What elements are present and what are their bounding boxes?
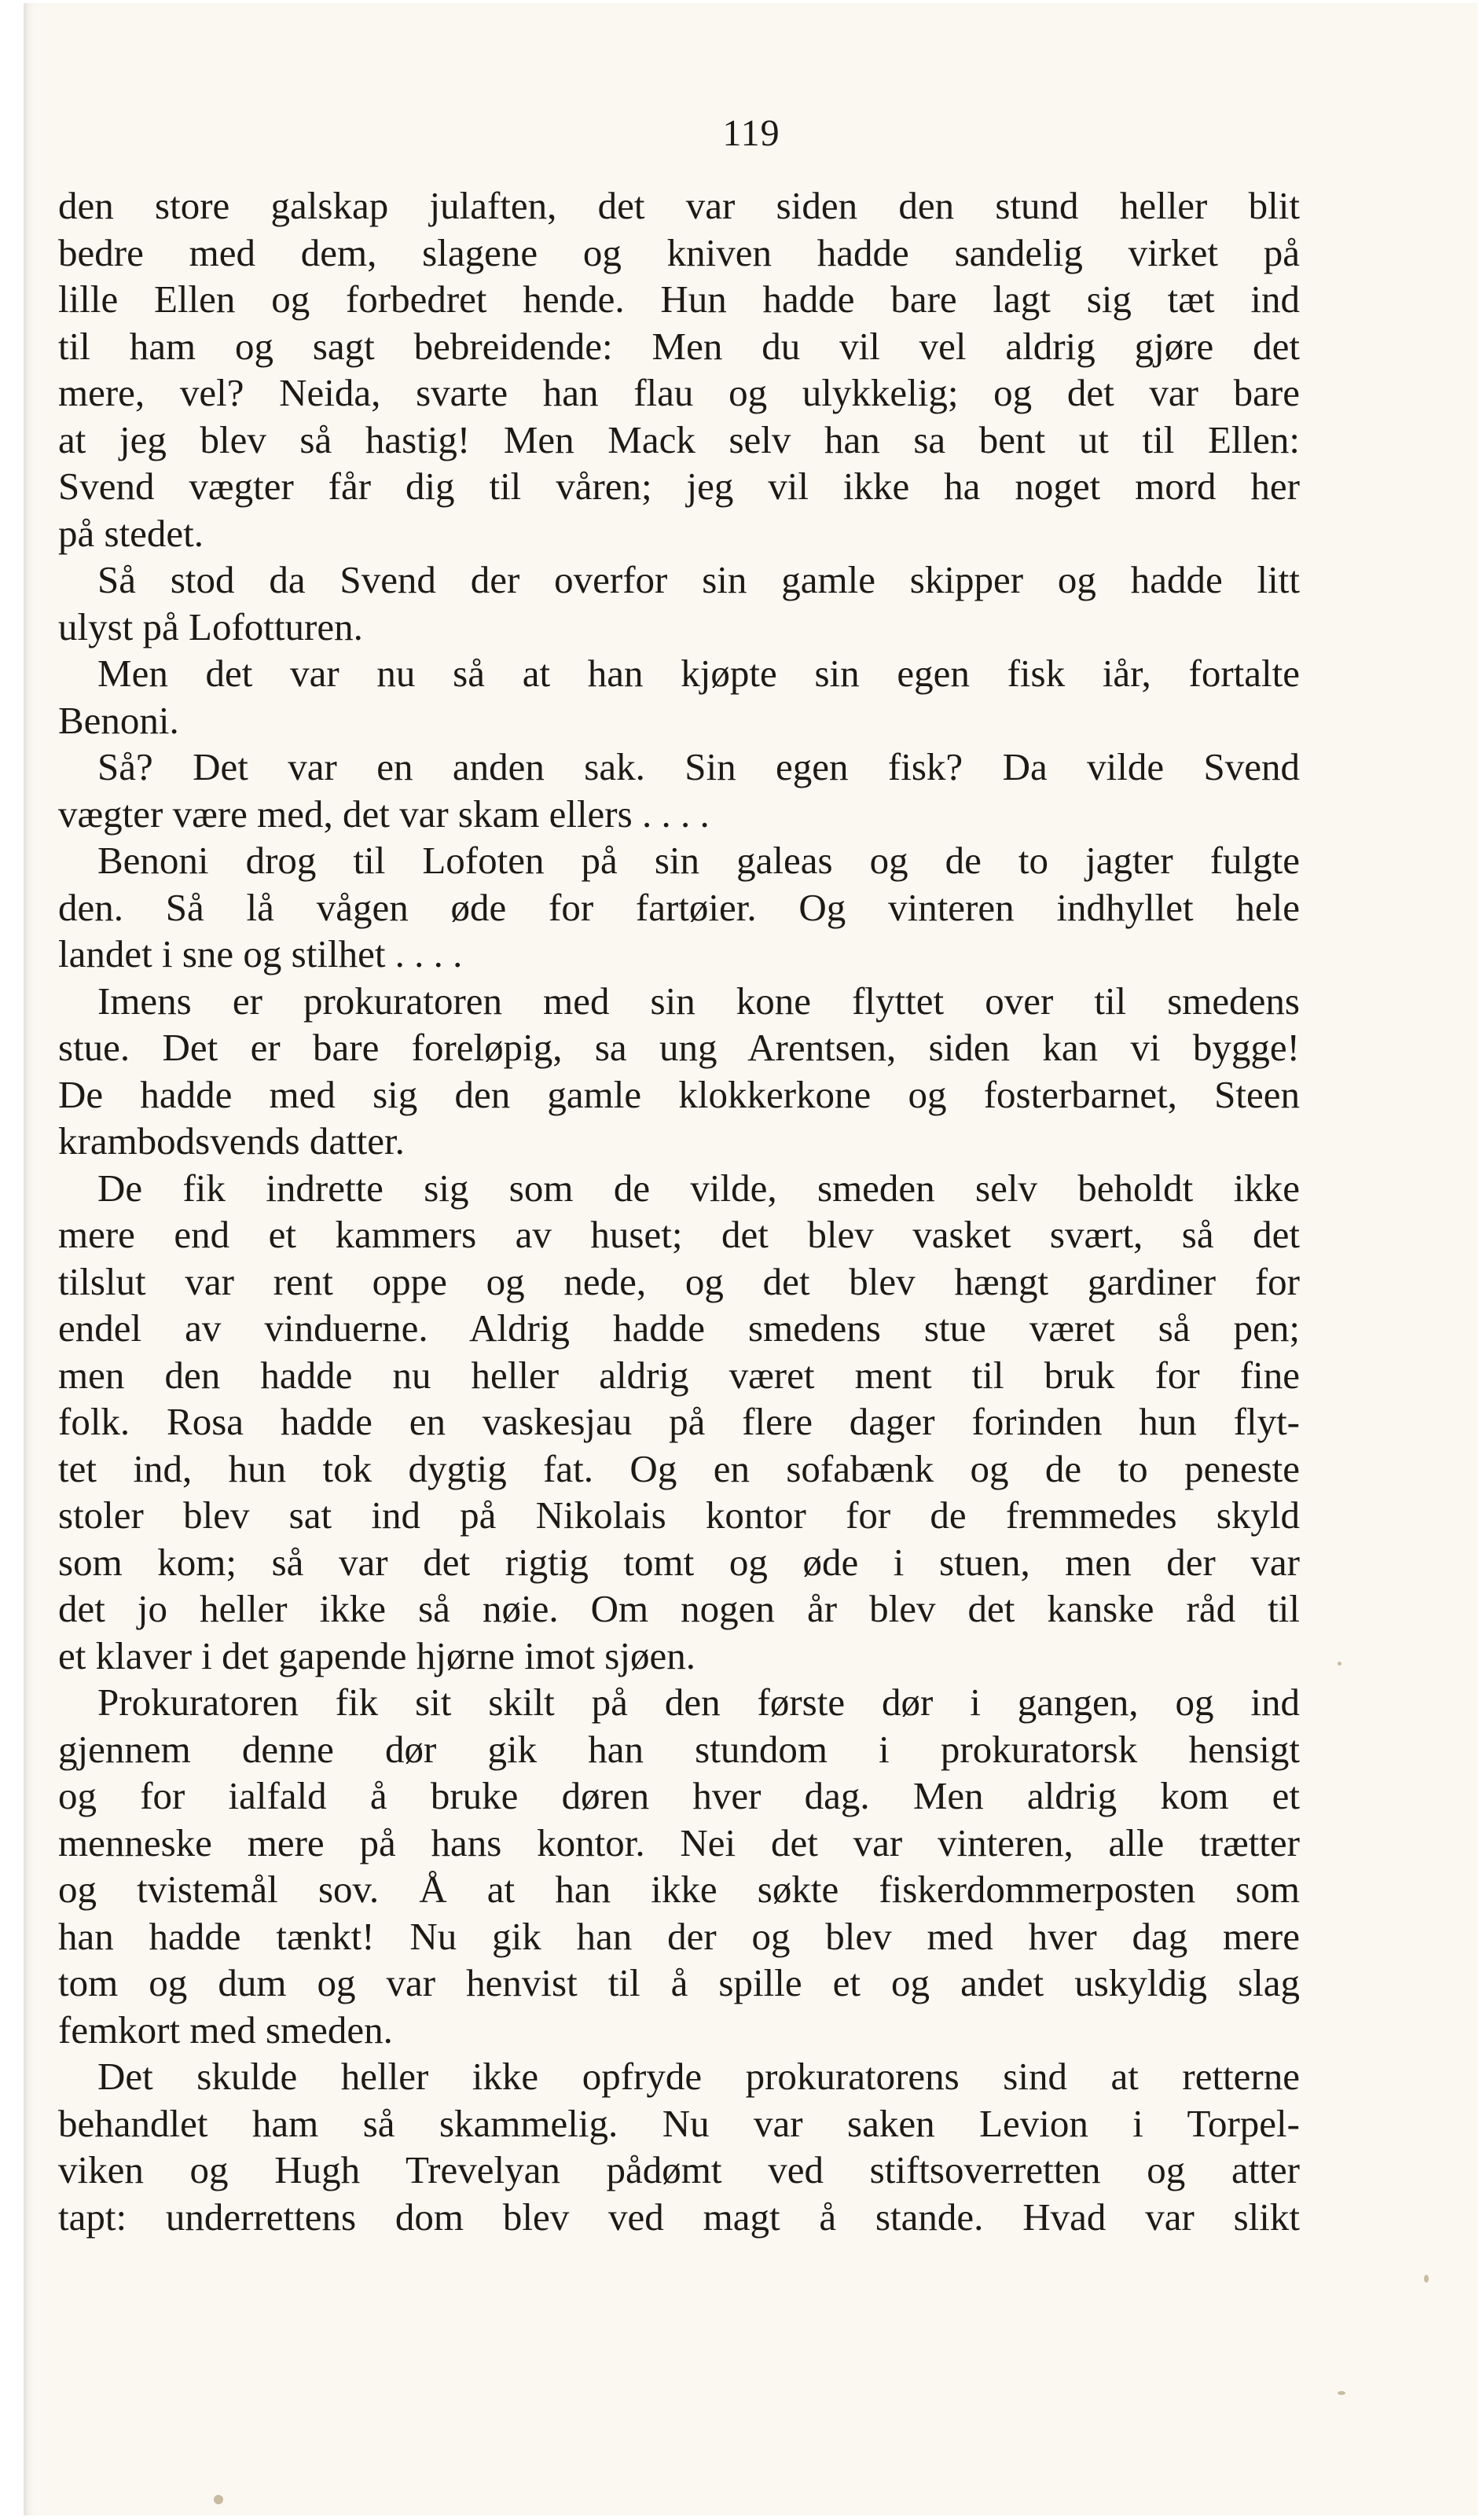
text-line: Imens er prokuratoren med sin kone flyttet over til smedens bbox=[97, 979, 1300, 1023]
text-line: mere, vel? Neida, svarte han flau og ulykkelig; og det var bare bbox=[58, 371, 1300, 414]
text-line: Svend vægter får dig til våren; jeg vil ikke ha noget mord her bbox=[58, 465, 1300, 508]
text-line: tom og dum og var henvist til å spille et og andet uskyldig slag bbox=[58, 1961, 1300, 2004]
text-line: Så? Det var en anden sak. Sin egen fisk? Da vilde Svend bbox=[97, 745, 1300, 788]
text-line: men den hadde nu heller aldrig været ment til bruk for fine bbox=[58, 1353, 1300, 1397]
text-line: Prokuratoren fik sit skilt på den første dør i gangen, og ind bbox=[97, 1681, 1300, 1724]
text-line: lille Ellen og forbedret hende. Hun hadde bare lagt sig tæt ind bbox=[58, 277, 1300, 321]
text-line: et klaver i det gapende hjørne imot sjøen. bbox=[58, 1633, 695, 1677]
text-line: De fik indrette sig som de vilde, smeden selv beholdt ikke bbox=[97, 1166, 1300, 1210]
text-line: han hadde tænkt! Nu gik han der og blev med hver dag mere bbox=[58, 1914, 1300, 1958]
text-line: mere end et kammers av huset; det blev vasket svært, så det bbox=[58, 1213, 1300, 1256]
text-line: det jo heller ikke så nøie. Om nogen år blev det kanske råd til bbox=[58, 1587, 1300, 1630]
text-line: menneske mere på hans kontor. Nei det var vinteren, alle trætter bbox=[58, 1820, 1300, 1864]
text-line: den store galskap julaften, det var siden den stund heller blit bbox=[58, 184, 1300, 227]
text-line: og tvistemål sov. Å at han ikke søkte fiskerdommerposten som bbox=[58, 1868, 1300, 1911]
text-line: endel av vinduerne. Aldrig hadde smedens stue været så pen; bbox=[58, 1306, 1300, 1350]
text-line: vægter være med, det var skam ellers . . . . bbox=[58, 792, 710, 836]
book-page bbox=[24, 3, 1477, 2515]
text-line: som kom; så var det rigtig tomt og øde i stuen, men der var bbox=[58, 1540, 1300, 1584]
text-line: stue. Det er bare foreløpig, sa ung Arentsen, siden kan vi bygge! bbox=[58, 1026, 1300, 1069]
body-text bbox=[58, 182, 1300, 2240]
paper-speck bbox=[214, 2495, 223, 2504]
text-line: tapt: underrettens dom blev ved magt å stande. Hvad var slikt bbox=[58, 2195, 1300, 2239]
paper-speck bbox=[1424, 2275, 1429, 2283]
text-line: Men det var nu så at han kjøpte sin egen fisk iår, fortalte bbox=[97, 652, 1300, 695]
text-line: stoler blev sat ind på Nikolais kontor for de fremmedes skyld bbox=[58, 1493, 1300, 1537]
text-line: på stedet. bbox=[58, 511, 204, 555]
text-line: gjennem denne dør gik han stundom i prokuratorsk hensigt bbox=[58, 1727, 1300, 1771]
text-line: Det skulde heller ikke opfryde prokuratorens sind at retterne bbox=[97, 2055, 1300, 2098]
text-line: viken og Hugh Trevelyan pådømt ved stiftsoverretten og atter bbox=[58, 2148, 1300, 2191]
text-line: landet i sne og stilhet . . . . bbox=[58, 932, 463, 975]
page-number: 119 bbox=[722, 112, 780, 154]
text-line: bedre med dem, slagene og kniven hadde sandelig virket på bbox=[58, 230, 1300, 274]
text-line: behandlet ham så skammelig. Nu var saken Levion i Torpel- bbox=[58, 2101, 1300, 2145]
text-line: Benoni drog til Lofoten på sin galeas og de to jagter fulgte bbox=[97, 839, 1300, 882]
text-line: til ham og sagt bebreidende: Men du vil vel aldrig gjøre det bbox=[58, 324, 1300, 368]
text-line: den. Så lå vågen øde for fartøier. Og vinteren indhyllet hele bbox=[58, 885, 1300, 929]
text-line: at jeg blev så hastig! Men Mack selv han sa bent ut til Ellen: bbox=[58, 417, 1300, 461]
text-line: krambodsvends datter. bbox=[58, 1119, 405, 1163]
text-line: tilslut var rent oppe og nede, og det blev hængt gardiner for bbox=[58, 1259, 1300, 1303]
paper-speck bbox=[1338, 2391, 1345, 2395]
text-line: Benoni. bbox=[58, 698, 179, 742]
text-line: og for ialfald å bruke døren hver dag. Men aldrig kom et bbox=[58, 1774, 1300, 1817]
paper-speck bbox=[1338, 1662, 1341, 1666]
text-line: De hadde med sig den gamle klokkerkone og fosterbarnet, Steen bbox=[58, 1072, 1300, 1116]
text-line: ulyst på Lofotturen. bbox=[58, 604, 363, 648]
text-line: femkort med smeden. bbox=[58, 2008, 393, 2052]
text-line: folk. Rosa hadde en vaskesjau på flere dager forinden hun flyt- bbox=[58, 1400, 1300, 1443]
text-line: Så stod da Svend der overfor sin gamle skipper og hadde litt bbox=[97, 558, 1300, 601]
text-line: tet ind, hun tok dygtig fat. Og en sofabænk og de to peneste bbox=[58, 1446, 1300, 1490]
